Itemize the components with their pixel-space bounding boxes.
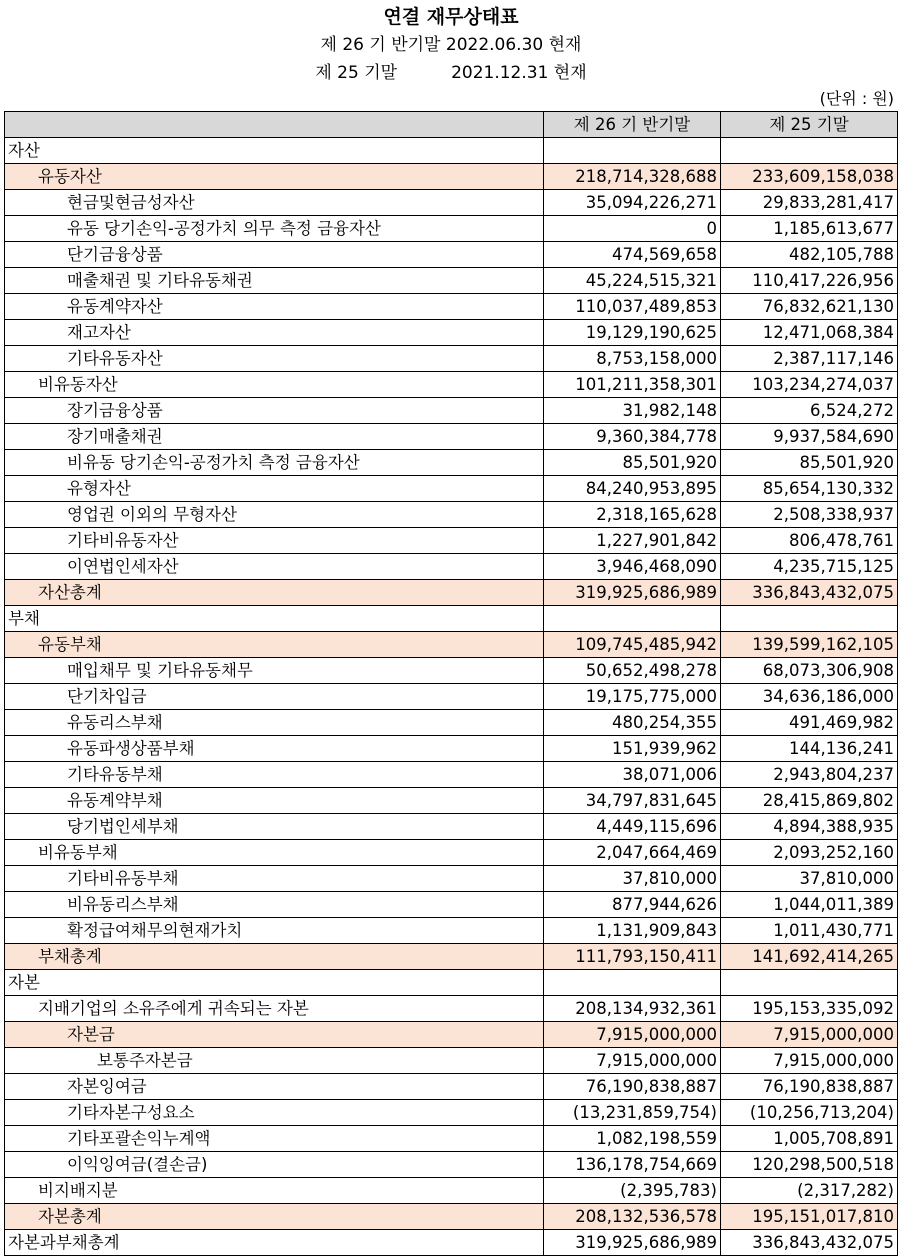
table-row bbox=[5, 918, 898, 944]
table-row bbox=[5, 294, 898, 320]
row-label: 재고자산 bbox=[5, 320, 544, 346]
table-row bbox=[5, 164, 898, 190]
table-row bbox=[5, 346, 898, 372]
row-label: 유동자산 bbox=[5, 164, 544, 190]
statement-title: 연결 재무상태표 bbox=[383, 6, 519, 28]
table-row bbox=[5, 736, 898, 762]
current-period-value bbox=[544, 606, 721, 632]
row-label: 부채 bbox=[5, 606, 544, 632]
current-period-value: 9,360,384,778 bbox=[544, 424, 721, 450]
prior-period-value: 2,943,804,237 bbox=[721, 762, 898, 788]
current-period-value: 151,939,962 bbox=[544, 736, 721, 762]
table-row bbox=[5, 320, 898, 346]
current-period-value: 7,915,000,000 bbox=[544, 1022, 721, 1048]
current-period-value: 1,227,901,842 bbox=[544, 528, 721, 554]
row-label: 매출채권 및 기타유동채권 bbox=[5, 268, 544, 294]
current-period-value: 2,318,165,628 bbox=[544, 502, 721, 528]
table-row bbox=[5, 970, 898, 996]
table-row bbox=[5, 1100, 898, 1126]
balance-sheet-table bbox=[4, 111, 898, 1256]
prior-period-value: 195,153,335,092 bbox=[721, 996, 898, 1022]
prior-period-value: 1,005,708,891 bbox=[721, 1126, 898, 1152]
current-period-value: 4,449,115,696 bbox=[544, 814, 721, 840]
prior-period-value: 144,136,241 bbox=[721, 736, 898, 762]
prior-period-value: 103,234,274,037 bbox=[721, 372, 898, 398]
period-prior: 제 25 기말 2021.12.31 현재 bbox=[315, 63, 587, 83]
prior-period-value: 195,151,017,810 bbox=[721, 1204, 898, 1230]
current-period-value: 111,793,150,411 bbox=[544, 944, 721, 970]
prior-period-value: 7,915,000,000 bbox=[721, 1048, 898, 1074]
row-label: 장기금융상품 bbox=[5, 398, 544, 424]
table-row bbox=[5, 996, 898, 1022]
row-label: 이연법인세자산 bbox=[5, 554, 544, 580]
prior-period-value: 28,415,869,802 bbox=[721, 788, 898, 814]
prior-period-value: 141,692,414,265 bbox=[721, 944, 898, 970]
header-prior-period: 제 25 기말 bbox=[721, 112, 898, 138]
row-label: 유동계약자산 bbox=[5, 294, 544, 320]
current-period-value: 76,190,838,887 bbox=[544, 1074, 721, 1100]
current-period-value: 110,037,489,853 bbox=[544, 294, 721, 320]
current-period-value: 2,047,664,469 bbox=[544, 840, 721, 866]
table-row bbox=[5, 606, 898, 632]
row-label: 이익잉여금(결손금) bbox=[5, 1152, 544, 1178]
table-row bbox=[5, 1152, 898, 1178]
row-label: 당기법인세부채 bbox=[5, 814, 544, 840]
current-period-value: 50,652,498,278 bbox=[544, 658, 721, 684]
prior-period-value: 806,478,761 bbox=[721, 528, 898, 554]
table-row bbox=[5, 684, 898, 710]
row-label: 유동파생상품부채 bbox=[5, 736, 544, 762]
table-row bbox=[5, 632, 898, 658]
prior-period-value bbox=[721, 970, 898, 996]
prior-period-value: 4,235,715,125 bbox=[721, 554, 898, 580]
current-period-value: 35,094,226,271 bbox=[544, 190, 721, 216]
row-label: 자본 bbox=[5, 970, 544, 996]
current-period-value: 101,211,358,301 bbox=[544, 372, 721, 398]
current-period-value: 3,946,468,090 bbox=[544, 554, 721, 580]
row-label: 보통주자본금 bbox=[5, 1048, 544, 1074]
row-label: 비유동자산 bbox=[5, 372, 544, 398]
row-label: 장기매출채권 bbox=[5, 424, 544, 450]
current-period-value: 218,714,328,688 bbox=[544, 164, 721, 190]
row-label: 유동 당기손익-공정가치 의무 측정 금융자산 bbox=[5, 216, 544, 242]
current-period-value: 85,501,920 bbox=[544, 450, 721, 476]
row-label: 유동부채 bbox=[5, 632, 544, 658]
table-row bbox=[5, 1022, 898, 1048]
current-period-value: 319,925,686,989 bbox=[544, 580, 721, 606]
table-body bbox=[5, 138, 898, 1256]
current-period-value: 480,254,355 bbox=[544, 710, 721, 736]
prior-period-value: (2,317,282) bbox=[721, 1178, 898, 1204]
prior-period-value: 37,810,000 bbox=[721, 866, 898, 892]
current-period-value bbox=[544, 970, 721, 996]
row-label: 자본잉여금 bbox=[5, 1074, 544, 1100]
prior-period-value: 7,915,000,000 bbox=[721, 1022, 898, 1048]
row-label: 기타자본구성요소 bbox=[5, 1100, 544, 1126]
table-row bbox=[5, 216, 898, 242]
table-row bbox=[5, 658, 898, 684]
table-row bbox=[5, 502, 898, 528]
prior-period-value: 2,387,117,146 bbox=[721, 346, 898, 372]
table-row bbox=[5, 242, 898, 268]
prior-period-value: 6,524,272 bbox=[721, 398, 898, 424]
row-label: 비지배지분 bbox=[5, 1178, 544, 1204]
row-label: 부채총계 bbox=[5, 944, 544, 970]
current-period-value: 877,944,626 bbox=[544, 892, 721, 918]
row-label: 자본과부채총계 bbox=[5, 1230, 544, 1256]
table-row bbox=[5, 892, 898, 918]
header-row bbox=[5, 112, 898, 138]
current-period-value: 474,569,658 bbox=[544, 242, 721, 268]
current-period-value: 19,129,190,625 bbox=[544, 320, 721, 346]
prior-period-value: 139,599,162,105 bbox=[721, 632, 898, 658]
table-row bbox=[5, 840, 898, 866]
row-label: 지배기업의 소유주에게 귀속되는 자본 bbox=[5, 996, 544, 1022]
prior-period-value: (10,256,713,204) bbox=[721, 1100, 898, 1126]
row-label: 자본금 bbox=[5, 1022, 544, 1048]
current-period-value: 1,131,909,843 bbox=[544, 918, 721, 944]
prior-period-value: 1,044,011,389 bbox=[721, 892, 898, 918]
current-period-value: 208,132,536,578 bbox=[544, 1204, 721, 1230]
table-row bbox=[5, 1204, 898, 1230]
current-period-value: 8,753,158,000 bbox=[544, 346, 721, 372]
header-label-cell bbox=[5, 112, 544, 138]
current-period-value: (13,231,859,754) bbox=[544, 1100, 721, 1126]
prior-period-value: 85,501,920 bbox=[721, 450, 898, 476]
row-label: 기타유동자산 bbox=[5, 346, 544, 372]
table-row bbox=[5, 528, 898, 554]
row-label: 기타유동부채 bbox=[5, 762, 544, 788]
period-current: 제 26 기 반기말 2022.06.30 현재 bbox=[320, 35, 582, 55]
prior-period-value: 120,298,500,518 bbox=[721, 1152, 898, 1178]
current-period-value: 7,915,000,000 bbox=[544, 1048, 721, 1074]
prior-period-value: 1,011,430,771 bbox=[721, 918, 898, 944]
prior-period-value: 4,894,388,935 bbox=[721, 814, 898, 840]
row-label: 비유동리스부채 bbox=[5, 892, 544, 918]
current-period-value: 0 bbox=[544, 216, 721, 242]
table-row bbox=[5, 814, 898, 840]
current-period-value: 84,240,953,895 bbox=[544, 476, 721, 502]
row-label: 자본총계 bbox=[5, 1204, 544, 1230]
table-row bbox=[5, 788, 898, 814]
current-period-value: 136,178,754,669 bbox=[544, 1152, 721, 1178]
current-period-value: 109,745,485,942 bbox=[544, 632, 721, 658]
prior-period-value: 76,190,838,887 bbox=[721, 1074, 898, 1100]
table-row bbox=[5, 1048, 898, 1074]
prior-period-value: 12,471,068,384 bbox=[721, 320, 898, 346]
row-label: 확정급여채무의현재가치 bbox=[5, 918, 544, 944]
prior-period-value: 110,417,226,956 bbox=[721, 268, 898, 294]
current-period-value: 31,982,148 bbox=[544, 398, 721, 424]
table-row bbox=[5, 450, 898, 476]
prior-period-value: 1,185,613,677 bbox=[721, 216, 898, 242]
prior-period-value: 2,093,252,160 bbox=[721, 840, 898, 866]
prior-period-value: 34,636,186,000 bbox=[721, 684, 898, 710]
header-current-period: 제 26 기 반기말 bbox=[544, 112, 721, 138]
prior-period-value: 233,609,158,038 bbox=[721, 164, 898, 190]
row-label: 매입채무 및 기타유동채무 bbox=[5, 658, 544, 684]
table-row bbox=[5, 424, 898, 450]
row-label: 현금및현금성자산 bbox=[5, 190, 544, 216]
table-row bbox=[5, 710, 898, 736]
table-row bbox=[5, 1230, 898, 1256]
current-period-value: 19,175,775,000 bbox=[544, 684, 721, 710]
prior-period-value: 482,105,788 bbox=[721, 242, 898, 268]
prior-period-value: 9,937,584,690 bbox=[721, 424, 898, 450]
current-period-value: 34,797,831,645 bbox=[544, 788, 721, 814]
current-period-value: 319,925,686,989 bbox=[544, 1230, 721, 1256]
table-row bbox=[5, 866, 898, 892]
prior-period-value: 29,833,281,417 bbox=[721, 190, 898, 216]
row-label: 단기차입금 bbox=[5, 684, 544, 710]
prior-period-value: 68,073,306,908 bbox=[721, 658, 898, 684]
row-label: 유동계약부채 bbox=[5, 788, 544, 814]
row-label: 비유동 당기손익-공정가치 측정 금융자산 bbox=[5, 450, 544, 476]
row-label: 영업권 이외의 무형자산 bbox=[5, 502, 544, 528]
row-label: 기타비유동부채 bbox=[5, 866, 544, 892]
prior-period-value bbox=[721, 138, 898, 164]
prior-period-value: 76,832,621,130 bbox=[721, 294, 898, 320]
table-row bbox=[5, 476, 898, 502]
table-row bbox=[5, 1126, 898, 1152]
row-label: 비유동부채 bbox=[5, 840, 544, 866]
row-label: 자산총계 bbox=[5, 580, 544, 606]
current-period-value bbox=[544, 138, 721, 164]
table-row bbox=[5, 1178, 898, 1204]
table-row bbox=[5, 138, 898, 164]
table-row bbox=[5, 944, 898, 970]
prior-period-value bbox=[721, 606, 898, 632]
table-row bbox=[5, 268, 898, 294]
current-period-value: 37,810,000 bbox=[544, 866, 721, 892]
row-label: 유동리스부채 bbox=[5, 710, 544, 736]
row-label: 단기금융상품 bbox=[5, 242, 544, 268]
prior-period-value: 85,654,130,332 bbox=[721, 476, 898, 502]
table-row bbox=[5, 398, 898, 424]
current-period-value: 45,224,515,321 bbox=[544, 268, 721, 294]
table-row bbox=[5, 580, 898, 606]
unit-note: (단위 : 원) bbox=[819, 89, 894, 108]
current-period-value: (2,395,783) bbox=[544, 1178, 721, 1204]
prior-period-value: 491,469,982 bbox=[721, 710, 898, 736]
row-label: 기타포괄손익누계액 bbox=[5, 1126, 544, 1152]
current-period-value: 38,071,006 bbox=[544, 762, 721, 788]
prior-period-value: 336,843,432,075 bbox=[721, 1230, 898, 1256]
row-label: 유형자산 bbox=[5, 476, 544, 502]
prior-period-value: 2,508,338,937 bbox=[721, 502, 898, 528]
table-row bbox=[5, 762, 898, 788]
prior-period-value: 336,843,432,075 bbox=[721, 580, 898, 606]
table-row bbox=[5, 372, 898, 398]
table-row bbox=[5, 554, 898, 580]
row-label: 자산 bbox=[5, 138, 544, 164]
current-period-value: 208,134,932,361 bbox=[544, 996, 721, 1022]
table-row bbox=[5, 1074, 898, 1100]
row-label: 기타비유동자산 bbox=[5, 528, 544, 554]
table-row bbox=[5, 190, 898, 216]
current-period-value: 1,082,198,559 bbox=[544, 1126, 721, 1152]
